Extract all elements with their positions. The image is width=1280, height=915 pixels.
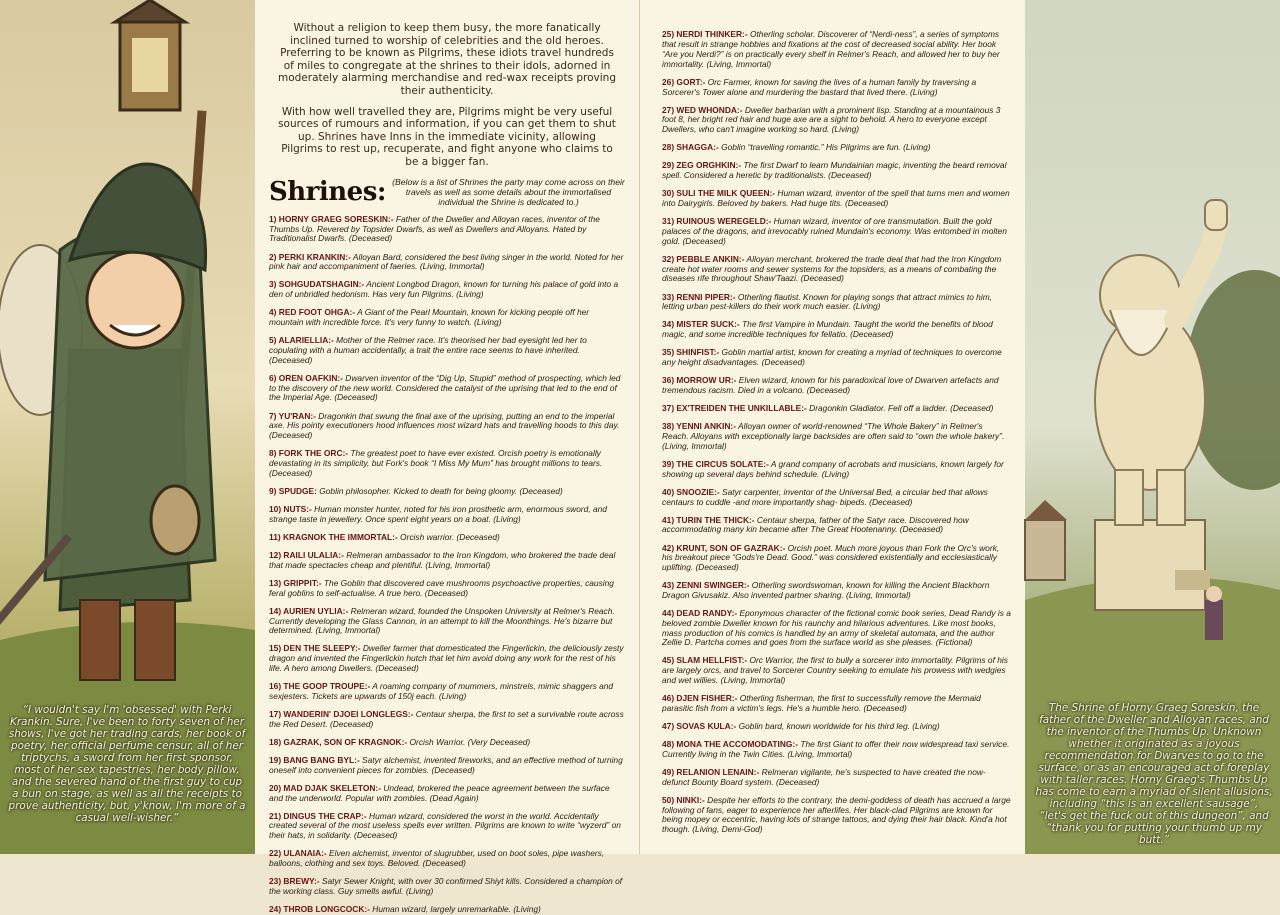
shrine-entry-name: 30) SULI THE MILK QUEEN:- bbox=[662, 188, 776, 199]
shrine-entry bbox=[269, 308, 625, 328]
shrine-entry bbox=[269, 877, 625, 897]
shrine-entry-name: 15) DEN THE SLEEPY:- bbox=[269, 643, 361, 654]
shrine-entry-name: 17) WANDERIN' DJOEI LONGLEGS:- bbox=[269, 708, 414, 719]
shrine-entry bbox=[662, 78, 1011, 98]
shrine-entry bbox=[269, 905, 625, 915]
shrine-entry bbox=[269, 487, 625, 497]
shrine-entry bbox=[269, 756, 625, 776]
shrine-entry-name: 40) SNOOZIE:- bbox=[662, 486, 720, 497]
shrine-entry bbox=[269, 280, 625, 300]
shrine-entry bbox=[269, 710, 625, 730]
shrine-entry bbox=[269, 505, 625, 525]
shrine-entry-name: 48) MONA THE ACCOMODATING:- bbox=[662, 739, 799, 750]
shrine-entry bbox=[269, 849, 625, 869]
shrine-entry-name: 16) THE GOOP TROUPE:- bbox=[269, 681, 371, 692]
shrine-entry-name: 43) ZENNI SWINGER:- bbox=[662, 580, 750, 591]
shrine-entry-text: Dweller farmer that domesticated the Fingerlickin, the deliciously zesty dragon and invented the Fingerlickin hutch that let him avoid doing any work for the rest of his life. A hero among Dwellers. (Deceased) bbox=[269, 643, 624, 673]
shrine-entry-text: Dweller barbarian with a prominent lisp. Standing at a mountainous 3 foot 8, her bright red hair and huge axe are a sight to behold. A hero to everyone except Dwellers, who can't imagine working so hard. (Living) bbox=[662, 104, 1001, 135]
shrine-entry bbox=[662, 740, 1011, 760]
shrine-entry-text: Human wizard, inventor of ore transmutation. Built the gold palaces of the dragons, and irrevocably ruined Mundain's economy. Was entombed in molten gold. (Deceased) bbox=[662, 216, 1007, 246]
shrine-entry-text: The first Vampire in Mundain. Taught the world the benefits of blood magic, and some incredible techniques for fellatio. (Deceased) bbox=[662, 319, 993, 340]
shrine-entry-text: Orcish poet. Much more joyous than Fork the Orc's work, his breakout piece “Gods're Dead. Good.” was considered existentially and ecclesiastically uplifting. (Deceased) bbox=[662, 542, 1000, 573]
shrine-entry-text: Alloyan Bard, considered the best living singer in the world. Noted for her pink hair and accompaniment of faeries. (Living, Immortal) bbox=[269, 251, 624, 272]
shrine-entry-text: Centaur sherpa, father of the Satyr race. Discovered how accommodating many kin became after The Great Hootenanny. (Deceased) bbox=[662, 514, 969, 535]
shrine-entry bbox=[662, 656, 1011, 685]
shrine-entry-text: The first Giant to offer their now widespread taxi service. Currently living in the Twin Cities. (Living, Immortal) bbox=[662, 739, 1010, 759]
shrine-entry-name: 27) WED WHONDA:- bbox=[662, 104, 743, 115]
shrine-entry-name: 10) NUTS:- bbox=[269, 503, 312, 514]
shrine-entry-text: Orcish Warrior. (Very Deceased) bbox=[407, 736, 531, 747]
shrine-entry-text: Human wizard, inventor of the spell that turns men and women into Dairygirls. Beloved by bakers. Had huge tits. (Deceased) bbox=[662, 188, 1010, 209]
shrines-page-right bbox=[640, 0, 1025, 854]
shrine-entry bbox=[662, 609, 1011, 648]
shrine-entry-name: 1) HORNY GRAEG SORESKIN:- bbox=[269, 213, 394, 224]
shrine-entry-text: Alloyan merchant, brokered the trade deal that had the Iron Kingdom create hot water rooms and sewer systems for the topsiders, as a means of combating the diseases rife throughout Shaw'Taazi. (Deceased) bbox=[662, 253, 1002, 284]
shrine-entry-name: 12) RAILI ULALIA:- bbox=[269, 549, 344, 560]
shrine-entry-name: 4) RED FOOT OHGA:- bbox=[269, 307, 356, 318]
shrine-list-right bbox=[662, 30, 1011, 835]
shrine-entry-name: 11) KRAGNOK THE IMMORTAL:- bbox=[269, 531, 398, 542]
shrine-entry bbox=[269, 551, 625, 571]
shrine-entry bbox=[662, 376, 1011, 396]
shrine-entry bbox=[662, 143, 1011, 153]
shrine-entry-name: 45) SLAM HELLFIST:- bbox=[662, 655, 748, 666]
shrine-entry bbox=[269, 607, 625, 636]
shrine-entry-text: A Giant of the Pearl Mountain, known for kicking people off her mountain with incredible force. It's very funny to watch. (Living) bbox=[269, 307, 590, 328]
shrine-entry-name: 33) RENNI PIPER:- bbox=[662, 291, 736, 302]
shrine-entry bbox=[269, 738, 625, 748]
shrine-entry-name: 20) MAD DJAK SKELETON:- bbox=[269, 782, 381, 793]
shrine-entry-name: 42) KRUNT, SON OF GAZRAK:- bbox=[662, 542, 786, 553]
shrine-entry-name: 28) SHAGGA:- bbox=[662, 142, 719, 153]
shrine-entry-text: Ancient Longbod Dragon, known for turning his palace of gold into a den of unbridled hedonism. Has very fun Pilgrims. (Living) bbox=[269, 279, 619, 300]
shrine-entry bbox=[662, 320, 1011, 340]
shrine-entry-name: 18) GAZRAK, SON OF KRAGNOK:- bbox=[269, 736, 408, 747]
intro-paragraph-2: With how well travelled they are, Pilgrims might be very useful sources of rumours and information, if you can get them to shut up. Shrines have Inns in the immediate vicinity, allowing Pilgrims to rest up, recuperate, and fight anyone who claims to be a bigger fan. bbox=[278, 105, 616, 168]
shrine-entry-text: Dragonkin Gladiator. Fell off a ladder. (Deceased) bbox=[806, 403, 994, 414]
shrine-entry-text: Otherling swordswoman, known for killing the Ancient Blackhorn Dragon Givusakiz. Also invented partner sharing. (Living, Immortal) bbox=[662, 580, 990, 600]
shrine-entry-text: The greatest poet to have ever existed. Orcish poetry is emotionally devastating in its simplicity, but Fork's book “I Miss My Mum” has brought millions to tears. (Deceased) bbox=[269, 448, 603, 478]
shrine-entry bbox=[662, 722, 1011, 732]
shrine-entry bbox=[662, 106, 1011, 135]
shrine-entry bbox=[662, 30, 1011, 69]
shrine-list-left bbox=[269, 215, 625, 915]
shrine-entry-text: Satyr alchemist, invented fireworks, and an effective method of turning oneself into convenient pieces for zombies. (Deceased) bbox=[269, 754, 623, 775]
shrine-entry-name: 47) SOVAS KULA:- bbox=[662, 720, 737, 731]
shrine-entry-name: 50) NINKI:- bbox=[662, 794, 705, 805]
shrine-entry-text: Undead, brokered the peace agreement between the surface and the underworld. Popular with zombies. (Dead Again) bbox=[269, 782, 610, 803]
shrine-entry-text: Despite her efforts to the contrary, the demi-goddess of death has accrued a large following of fans, eager to experience her afterlifes. Her black-clad Pilgrims are known for being mopey or eccentric, having lots of strange tattoos, and dying their hair black. Kind'a hot though. (Living, Demi-God) bbox=[662, 794, 1011, 835]
shrine-entry-name: 22) ULANAIA:- bbox=[269, 848, 327, 859]
shrine-entry-name: 35) SHINFIST:- bbox=[662, 347, 720, 358]
shrine-entry-text: Goblin philosopher. Kicked to death for being gloomy. (Deceased) bbox=[316, 485, 563, 496]
shrine-entry-text: The Goblin that discovered cave mushrooms psychoactive properties, causing feral goblins to self-actualise. A true hero. (Deceased) bbox=[269, 577, 614, 598]
shrine-entry-text: Orcish warrior. (Deceased) bbox=[397, 531, 500, 542]
shrine-entry bbox=[269, 336, 625, 365]
shrine-entry-name: 25) NERDI THINKER:- bbox=[662, 29, 748, 40]
shrine-entry-name: 31) RUINOUS WEREGELD:- bbox=[662, 216, 772, 227]
shrine-entry-text: Elven wizard, known for his paradoxical love of Dwarven artefacts and tremendous racism. Died in a volcano. (Deceased) bbox=[662, 375, 999, 395]
intro-paragraph-1: Without a religion to keep them busy, the more fanatically inclined turned to worship of celebrities and the old heroes. Preferring to be known as Pilgrims, these idiots travel hundreds of miles to congregate at the shrines to their idols, adorned in moderately alarming merchandise and red-wax receipts proving their authenticity. bbox=[277, 22, 616, 97]
shrine-entry-name: 26) GORT:- bbox=[662, 76, 706, 87]
shrines-subtitle: (Below is a list of Shrines the party may come across on their travels as well as some details about the immortalised individual the Shrine is dedicated to.) bbox=[392, 176, 625, 207]
shrine-entry bbox=[269, 579, 625, 599]
shrine-entry bbox=[662, 544, 1011, 573]
shrine-entry-text: Eponymous character of the fictional comic book series, Dead Randy is a beloved zombie Dweller known for his raunchy and hilarious adventures. Like most books, mass production of his comics is handled by an army of skeletal automata, and the author Zellie D. Partcha comes and goes from the surface world as she pleases. (Fictional) bbox=[662, 608, 1011, 648]
shrines-page-left bbox=[255, 0, 640, 915]
shrine-entry-name: 38) YENNI ANKIN:- bbox=[662, 421, 736, 432]
shrine-entry bbox=[269, 784, 625, 804]
shrine-entry bbox=[269, 253, 625, 273]
shrine-entry-text: Centaur sherpa, the first to set a survivable route across the Red Desert. (Deceased) bbox=[269, 708, 624, 729]
shrine-entry-text: Otherling fisherman, the first to successfully remove the Mermaid parasitic fish from a victim's legs. He's a humble hero. (Deceased) bbox=[662, 693, 981, 713]
shrine-entry-text: Goblin martial artist, known for creating a myriad of techniques to overcome any height disadvantages. (Deceased) bbox=[662, 347, 1002, 368]
shrine-entry-text: Otherling flautist. Known for playing songs that attract mimics to him, letting urban pest-killers do their work much easier. (Living) bbox=[662, 291, 993, 312]
shrine-entry-name: 23) BREWY:- bbox=[269, 876, 320, 887]
shrine-entry-name: 37) EX'TREIDEN THE UNKILLABLE:- bbox=[662, 403, 807, 414]
shrine-description-caption: The Shrine of Horny Graeg Soreskin, the father of the Dweller and Alloyan races, and the inventor of the Thumbs Up. Unknown whether it originated as a joyous recommendation for Dwarves to go to the surface, or as an encouraged act of foreplay with taller races. Horny Graeg's Thumbs Up has come to earn a myriad of silent allusions, including “this is an excellent sausage”, “let's get the fuck out of this dungeon”, and “thank you for putting your thumb up my butt.” bbox=[1035, 702, 1273, 846]
shrine-entry-text: A roaming company of mummers, minstrels, mimic shaggers and sexjesters. Tickets are upwards of 150j each. (Living) bbox=[269, 681, 614, 701]
shrine-entry-name: 2) PERKI KRANKIN:- bbox=[269, 251, 351, 262]
shrine-entry-name: 32) PEBBLE ANKIN:- bbox=[662, 253, 745, 264]
shrine-entry-text: Human wizard, considered the worst in the world. Accidentally created several of the most useless spells ever written. Pilgrims are known to write “wyzerd” on their hats, in solidarity. (Deceased) bbox=[269, 810, 621, 841]
shrine-entry-text: Goblin bard, known worldwide for his third leg. (Living) bbox=[736, 720, 940, 731]
shrine-entry bbox=[662, 189, 1011, 209]
shrine-entry bbox=[662, 217, 1011, 246]
shrine-entry bbox=[662, 488, 1011, 508]
shrine-entry-name: 39) THE CIRCUS SOLATE:- bbox=[662, 458, 769, 469]
shrines-header bbox=[269, 177, 625, 207]
shrine-entry-text: Orc Farmer, known for saving the lives of a human family by traversing a Sorcerer's Tower alone and murdering the bastard that lived there. (Living) bbox=[662, 76, 977, 97]
shrine-entry-text: Relmeran wizard, founded the Unspoken University at Relmer's Reach. Currently developing the Glass Cannon, in an attempt to kill the Moonthings. He's bizarre but determined. (Living, Immortal) bbox=[269, 605, 615, 636]
shrine-entry-name: 46) DJEN FISHER:- bbox=[662, 693, 738, 704]
shrine-entry-text: Orc Warrior, the first to bully a sorcerer into immortality. Pilgrims of his are largely orcs, and travel to Sorcerer Country seeking to emulate his prowess with wedgies and wet willies. (Living, Immortal) bbox=[662, 655, 1008, 685]
shrine-entry bbox=[662, 768, 1011, 788]
shrine-entry-name: 44) DEAD RANDY:- bbox=[662, 608, 738, 619]
shrine-entry bbox=[662, 694, 1011, 714]
shrine-entry-text: Relmeran ambassador to the Iron Kingdom, who brokered the trade deal that made spectacles cheap and plentiful. (Living, Immortal) bbox=[269, 549, 616, 570]
shrine-entry bbox=[662, 581, 1011, 601]
shrine-entry-name: 6) OREN OAFKIN:- bbox=[269, 372, 343, 383]
shrine-entry-name: 36) MORROW UR:- bbox=[662, 375, 737, 386]
shrine-entry-text: Human wizard, largely unremarkable. (Living) bbox=[369, 904, 541, 915]
shrine-entry-name: 3) SOHGUDATSHAGIN:- bbox=[269, 279, 365, 290]
shrines-title: Shrines: bbox=[269, 176, 386, 207]
shrine-entry bbox=[662, 255, 1011, 284]
shrine-entry bbox=[662, 293, 1011, 313]
shrine-entry-name: 8) FORK THE ORC:- bbox=[269, 448, 349, 459]
shrine-entry bbox=[269, 215, 625, 244]
shrine-entry-text: Alloyan owner of world-renowned “The Whole Bakery” in Relmer's Reach. Alloyans with exceptionally large backsides are often said to “own the whole bakery”. (Living, Immortal) bbox=[662, 421, 1005, 451]
shrine-entry-text: Dragonkin that swung the final axe of the uprising, putting an end to the imperial axe. His pointy executioners hood influences most wizard hats and travelling hoods to this day. (Deceased) bbox=[269, 410, 620, 441]
shrine-entry-text: Satyr carpenter, inventor of the Universal Bed, a circular bed that allows centaurs to cuddle -and more importantly shag- bipeds. (Deceased) bbox=[662, 486, 988, 507]
shrine-entry-name: 7) YU'RAN:- bbox=[269, 410, 316, 421]
shrine-entry bbox=[662, 422, 1011, 451]
shrine-entry-name: 13) GRIPPIT:- bbox=[269, 577, 322, 588]
shrine-entry-text: Human monster hunter, noted for his iron prosthetic arm, enormous sword, and strange taste in jewellery. Once spent eight years on a boat. (Living) bbox=[269, 503, 607, 524]
shrine-entry-name: 49) RELANION LENAIN:- bbox=[662, 767, 760, 778]
shrine-entry-name: 34) MISTER SUCK:- bbox=[662, 319, 740, 330]
shrine-entry bbox=[269, 412, 625, 441]
shrine-entry-name: 5) ALARIELLIA:- bbox=[269, 335, 334, 346]
shrine-entry bbox=[662, 516, 1011, 536]
shrine-entry-text: The first Dwarf to learn Mundainian magic, inventing the beard removal spell. Considered a heretic by traditionalists. (Deceased) bbox=[662, 160, 1007, 181]
shrine-entry-text: A grand company of acrobats and musicians, known largely for showing up several days behind schedule. (Living) bbox=[662, 458, 1004, 479]
shrine-entry-name: 14) AURIEN UYLIA:- bbox=[269, 605, 349, 616]
shrine-entry-name: 21) DINGUS THE CRAP:- bbox=[269, 810, 367, 821]
shrine-entry bbox=[269, 374, 625, 403]
shrine-entry-text: Satyr Sewer Knight, with over 30 confirmed Shiyt kills. Considered a champion of the working class. Guy smells awful. (Living) bbox=[269, 876, 623, 897]
shrine-entry-text: Elven alchemist, inventor of slugrubber, used on boot soles, pipe washers, balloons, clothing and sex toys. Beloved. (Deceased) bbox=[269, 848, 605, 869]
shrine-entry-name: 19) BANG BANG BYL:- bbox=[269, 754, 360, 765]
shrine-entry bbox=[269, 812, 625, 841]
shrine-entry-text: Father of the Dweller and Alloyan races, inventor of the Thumbs Up. Revered by Topsider Dwarfs, as well as Dwellers and Alloyans. Hated by Traditionalist Dwarfs. (Deceased) bbox=[269, 213, 600, 244]
shrine-entry bbox=[662, 796, 1011, 835]
shrine-entry bbox=[269, 682, 625, 702]
shrine-entry-text: Dwarven inventor of the “Dig Up, Stupid” method of prospecting, which led to the discovery of the new world. Considered the catalyst of the uprising that led to the end of the Imperial Age. (Deceased) bbox=[269, 372, 621, 403]
shrine-entry-text: Relmeran vigilante, he's suspected to have created the now-defunct Bounty Board system. (Deceased) bbox=[662, 767, 986, 787]
shrine-entry-text: Goblin “travelling romantic.” His Pilgrims are fun. (Living) bbox=[718, 142, 931, 153]
shrine-entry-name: 9) SPUDGE: bbox=[269, 485, 317, 496]
shrine-entry bbox=[662, 161, 1011, 181]
shrine-entry bbox=[269, 449, 625, 478]
shrine-entry bbox=[662, 460, 1011, 480]
shrine-entry-text: Otherling scholar. Discoverer of “Nerdi-ness”, a series of symptoms that result in strange hobbies and fixations at the cost of decreased social ability. Her book “Are you Nerdi?” is on practically every shelf in Relmer's Reach, and allowed her to buy her immortality. (Living, Immortal) bbox=[662, 29, 1000, 69]
shrine-entry bbox=[269, 533, 625, 543]
shrine-entry bbox=[662, 348, 1011, 368]
shrine-entry-name: 41) TURIN THE THICK:- bbox=[662, 514, 755, 525]
shrine-entry-name: 24) THROB LONGCOCK:- bbox=[269, 904, 370, 915]
shrine-entry-text: Mother of the Relmer race. It's theorised her bad eyesight led her to copulating with a human accidentally, a trait the entire race seems to have inherited. (Deceased) bbox=[269, 335, 587, 365]
shrine-entry bbox=[269, 644, 625, 673]
pilgrim-quote-caption: “I wouldn't say I'm 'obsessed' with Perki Krankin. Sure, I've been to forty seven of her shows, I've got her trading cards, her book of poetry, her official perfume censur, all of her triptychs, a sword from her first sponsor, most of her sex tapestries, her body pillow, and the severed hand of the first guy to cup a bun on stage, as well as all the receipts to prove authenticity, but, y'know, I'm more of a casual well-wisher.” bbox=[8, 704, 246, 824]
shrine-entry-name: 29) ZEG ORGHKIN:- bbox=[662, 160, 742, 171]
shrine-entry bbox=[662, 404, 1011, 414]
